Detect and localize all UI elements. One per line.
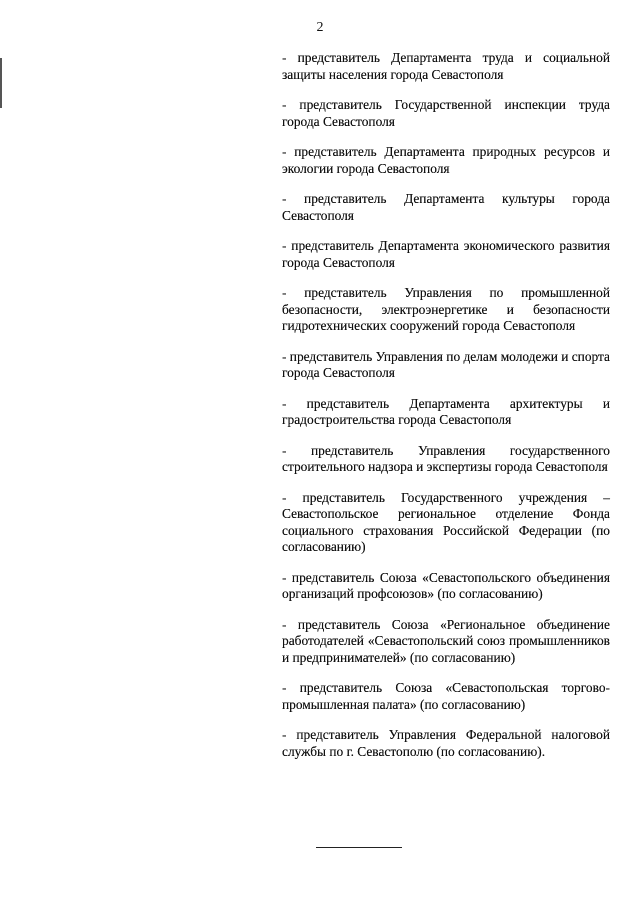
list-item: - представитель Департамента природных ресурсов и экологии города Севастополя <box>282 144 610 176</box>
list-item: - представитель Департамента архитектуры и градостроительства города Севастополя <box>282 395 610 427</box>
list-item: - представитель Департамента культуры города Севастополя <box>282 191 610 223</box>
page-number: 2 <box>316 20 324 35</box>
list-item: - представитель Департамента экономического развития города Севастополя <box>282 238 610 270</box>
list-item: - представитель Союза «Севастопольского объединения организаций профсоюзов» (по согласованию) <box>282 569 610 601</box>
end-rule-divider <box>316 847 402 848</box>
list-item: - представитель Союза «Региональное объединение работодателей «Севастопольский союз промышленников и предпринимателей» (по согласованию) <box>282 616 610 665</box>
list-item: - представитель Союза «Севастопольская торгово-промышленная палата» (по согласованию) <box>282 680 610 712</box>
list-item: - представитель Управления государственного строительного надзора и экспертизы города Севастополя <box>282 442 610 474</box>
representatives-list <box>282 50 610 774</box>
list-item: - представитель Управления Федеральной налоговой службы по г. Севастополю (по согласованию). <box>282 727 610 759</box>
list-item: - представитель Управления по делам молодежи и спорта города Севастополя <box>282 348 611 380</box>
list-item: - представитель Управления по промышленной безопасности, электроэнергетике и безопасности гидротехнических сооружений города Севастополя <box>282 285 610 333</box>
list-item: - представитель Государственной инспекции труда города Севастополя <box>282 97 610 129</box>
list-item: - представитель Департамента труда и социальной защиты населения города Севастополя <box>282 50 610 82</box>
list-item: - представитель Государственного учреждения – Севастопольское региональное отделение Фонда социального страхования Российской Федерации (по согласованию) <box>282 489 610 554</box>
scan-edge-mark <box>0 58 2 108</box>
